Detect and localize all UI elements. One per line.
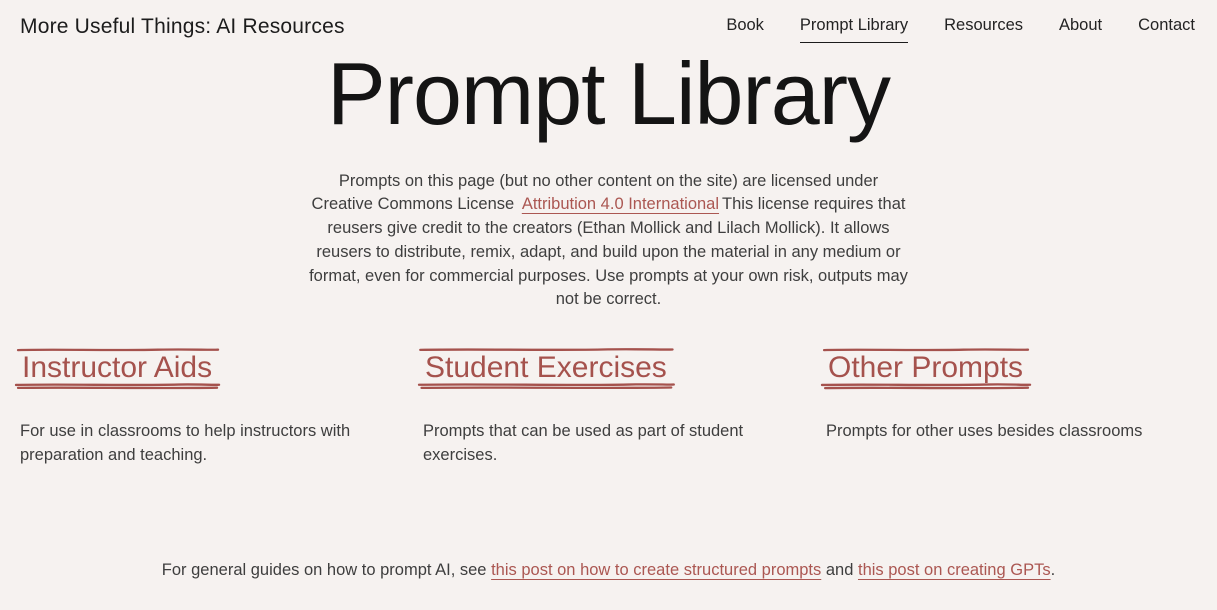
site-title[interactable]: More Useful Things: AI Resources <box>20 15 345 38</box>
site-header <box>0 0 1217 43</box>
footer-text-before: For general guides on how to prompt AI, see <box>161 560 487 579</box>
category-student-exercises <box>423 348 790 468</box>
category-link-instructor-aids[interactable] <box>20 348 215 390</box>
category-link-other-prompts[interactable] <box>826 348 1026 390</box>
category-description: For use in classrooms to help instructors with preparation and teaching. <box>20 422 351 465</box>
footer-text-after: . <box>1050 560 1056 579</box>
category-instructor-aids <box>20 348 387 468</box>
nav-item-book[interactable]: Book <box>726 16 764 34</box>
footer-link-creating-gpts[interactable]: this post on creating GPTs <box>857 560 1051 579</box>
license-link[interactable]: Attribution 4.0 International <box>521 195 720 214</box>
license-text-before: Prompts on this page (but no other content on the site) are licensed under Creative Commons License <box>311 171 879 214</box>
license-paragraph <box>307 170 911 313</box>
nav-item-contact[interactable]: Contact <box>1138 16 1195 34</box>
category-title <box>423 348 670 390</box>
category-link-student-exercises[interactable] <box>423 348 670 390</box>
category-title <box>20 348 215 390</box>
category-title-text: Instructor Aids <box>22 351 213 385</box>
category-description: Prompts for other uses besides classrooms <box>826 422 1143 441</box>
nav-item-prompt-library[interactable]: Prompt Library <box>800 16 908 43</box>
footer-link-structured-prompts[interactable]: this post on how to create structured prompts <box>491 560 822 579</box>
main-content <box>0 43 1217 580</box>
footer-note <box>0 561 1217 580</box>
category-other-prompts <box>826 348 1193 468</box>
category-title-text: Other Prompts <box>828 351 1024 385</box>
category-title-text: Student Exercises <box>425 351 667 385</box>
license-text-after: This license requires that reusers give credit to the creators (Ethan Mollick and Lilach Mollick). It allows reusers to distribute, remix, adapt, and build upon the material in any medium or format, even for commercial purposes. Use prompts at your own risk, outputs may not be correct. <box>309 195 908 309</box>
nav-item-about[interactable]: About <box>1059 16 1103 34</box>
page-title: Prompt Library <box>326 43 891 143</box>
category-description: Prompts that can be used as part of student exercises. <box>423 422 744 465</box>
footer-text-middle: and <box>825 560 854 579</box>
nav-item-resources[interactable]: Resources <box>944 16 1023 34</box>
category-columns <box>20 348 1193 468</box>
category-title <box>826 348 1026 390</box>
main-nav <box>726 13 1195 43</box>
